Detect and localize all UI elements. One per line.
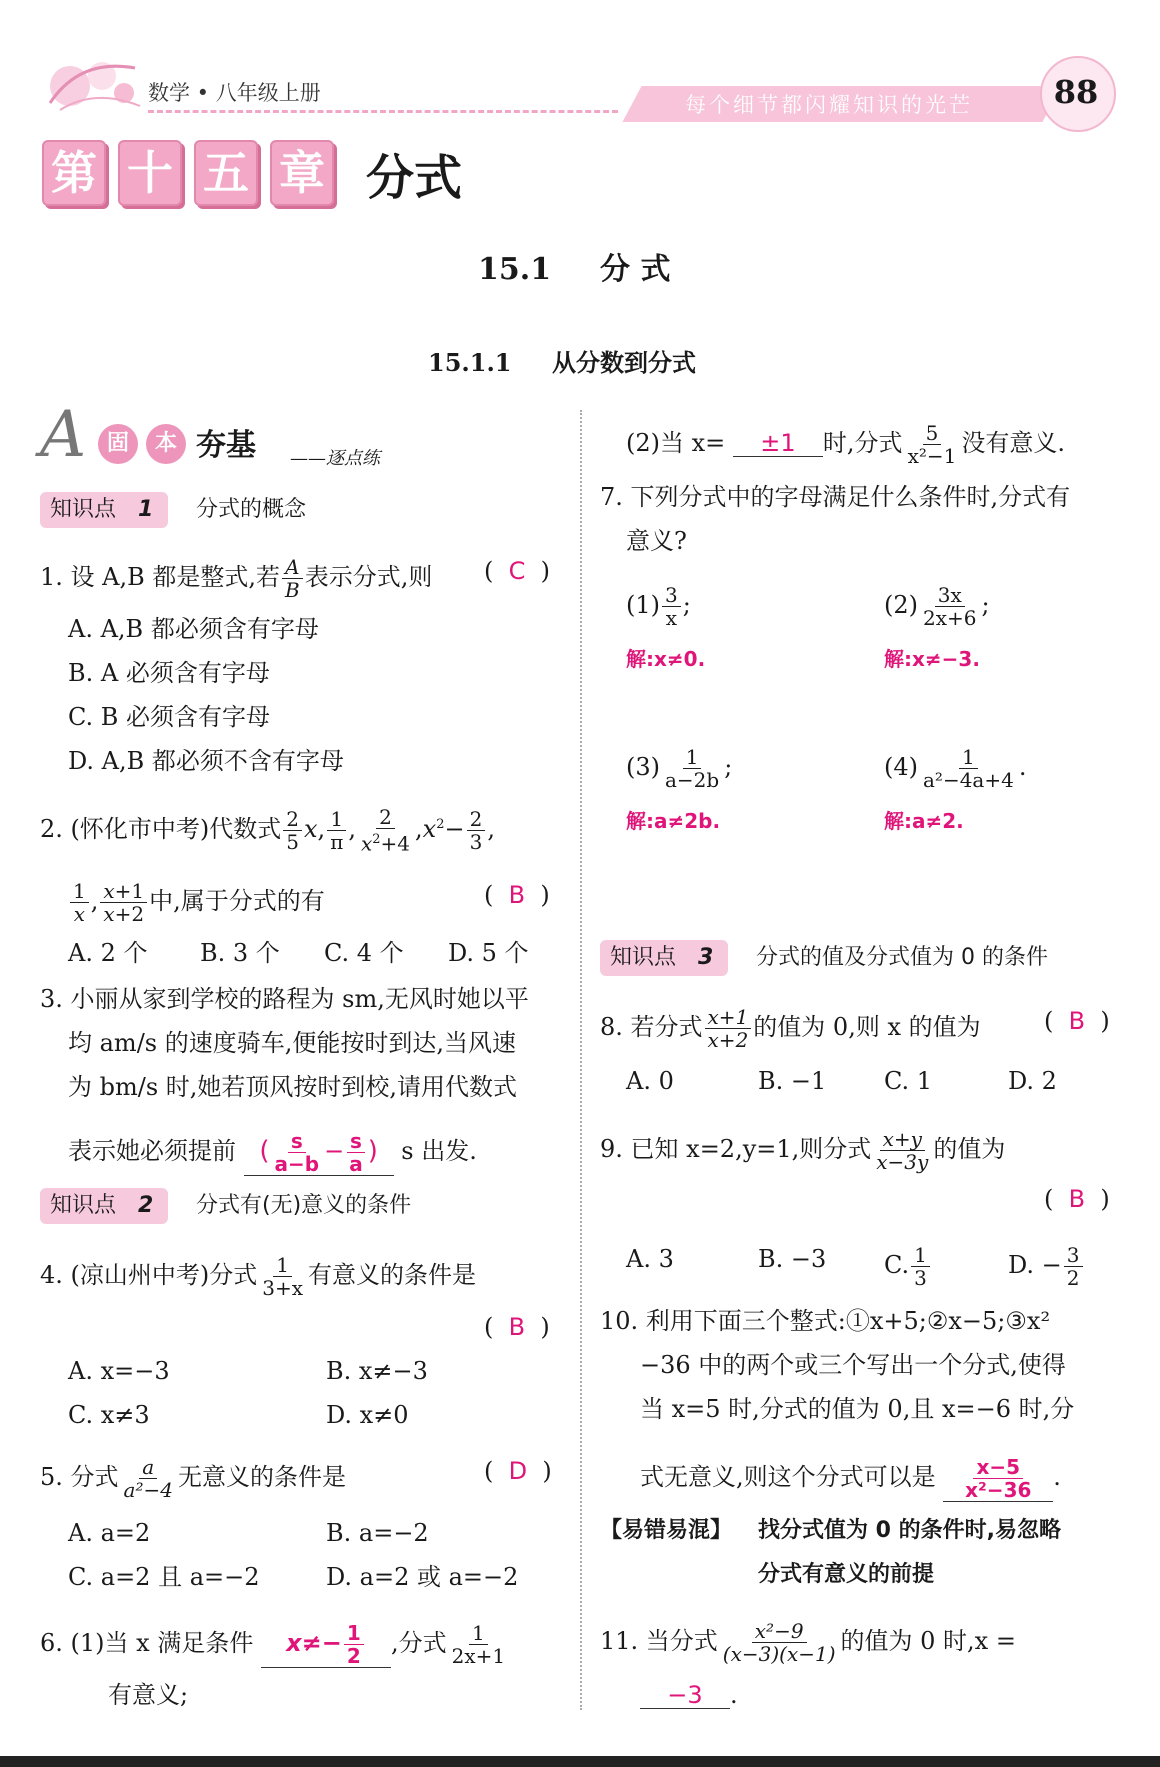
option: D. A,B 都必须不含有字母 — [68, 747, 344, 775]
banner-char: 本 — [154, 431, 177, 456]
knowledge-point-2-badge: 知识点 2 — [40, 1188, 168, 1224]
question-3-line: 3. 小丽从家到学校的路程为 sm,无风时她以平 — [40, 985, 529, 1013]
banner-char: 固 — [106, 431, 129, 456]
section-number: 15.1 — [478, 252, 552, 287]
tip-tag: 【易错易混】 — [600, 1518, 733, 1543]
option: D. x≠0 — [326, 1401, 409, 1429]
chapter-name: 分式 — [366, 150, 463, 206]
answer-bracket: ( B ) — [484, 1313, 550, 1341]
answer-bracket: ( D ) — [484, 1457, 552, 1485]
knowledge-point-1-badge: 知识点 1 — [40, 492, 168, 528]
chapter-char: 五 — [194, 140, 258, 206]
option: A. A,B 都必须含有字母 — [68, 615, 319, 643]
question-7-item: (1) $\frac{3}{x}$ ; — [626, 583, 691, 630]
question-3-line: 均 am/s 的速度骑车,便能按时到达,当风速 — [68, 1029, 516, 1057]
column-divider — [580, 410, 582, 1710]
chapter-char: 第 — [42, 140, 106, 206]
option: C. $\frac{1}{3}$ — [884, 1244, 932, 1289]
answer-bracket: ( B ) — [484, 881, 550, 909]
question-7-line: 意义? — [626, 527, 687, 555]
option: A. 3 — [626, 1245, 674, 1273]
knowledge-point-1-title: 分式的概念 — [196, 497, 307, 522]
question-2-cont: $\frac{1}{x}$ , $\frac{x+1}{x+2}$ 中,属于分式的有 — [68, 880, 325, 925]
question-10-final: 式无意义,则这个分式可以是 $\frac{x-5}{\text{x²−36}}$ . — [640, 1455, 1061, 1502]
option: C. 4 个 — [324, 939, 404, 967]
banner-suffix: ——逐点练 — [290, 448, 380, 469]
tip-line: 找分式值为 0 的条件时,易忽略 — [758, 1518, 1061, 1543]
question-6-part-1: 6. (1)当 x 满足条件 x≠− $\frac{1}{2}$ ,分式 $\frac{1}{2x+1}$ — [40, 1621, 506, 1668]
question-8: 8. 若分式 $\frac{x+1}{x+2}$ 的值为 0,则 x 的值为 — [600, 1005, 981, 1052]
question-7-line: 7. 下列分式中的字母满足什么条件时,分式有 — [600, 483, 1071, 511]
option: C. x≠3 — [68, 1401, 150, 1429]
bottom-edge — [0, 1756, 1160, 1767]
page-number: 88 — [1053, 73, 1099, 111]
question-7-item: (3) $\frac{1}{a-2b}$ ; — [626, 745, 733, 792]
question-10-line: 10. 利用下面三个整式:①x+5;②x−5;③x² — [600, 1307, 1051, 1335]
banner-letter: A — [40, 398, 87, 472]
chapter-char: 章 — [270, 140, 334, 206]
question-2: 2. (怀化市中考)代数式 $\frac{2}{5}$ x, $\frac{1}{\pi}$ , $\frac{2}{x^2+4}$ $,x^2-$ $\frac{2}{3}$ , — [40, 805, 495, 856]
question-10-line: 当 x=5 时,分式的值为 0,且 x=−6 时,分 — [640, 1395, 1075, 1423]
question-6-part-1-tail: 有意义; — [108, 1681, 189, 1709]
option: A. x=−3 — [68, 1357, 170, 1385]
answer-blank: x≠− $\frac{1}{2}$ — [261, 1622, 391, 1668]
question-10-line: −36 中的两个或三个写出一个分式,使得 — [640, 1351, 1066, 1379]
question-7-item: (2) $\frac{3x}{2x+6}$ ; — [884, 583, 990, 630]
option: D. 5 个 — [448, 939, 529, 967]
option: D. − $\frac{3}{2}$ — [1008, 1244, 1085, 1289]
answer-blank: ( $\frac{s}{a-b}$ − $\frac{s}{a}$ ) — [244, 1130, 394, 1176]
tip-line: 分式有意义的前提 — [758, 1562, 935, 1587]
floral-ornament-icon — [40, 48, 150, 123]
answer-bracket: ( B ) — [1044, 1185, 1110, 1213]
solution: 解:a≠2. — [884, 809, 964, 833]
option: D. 2 — [1008, 1067, 1057, 1095]
section-title: 分 式 — [600, 252, 671, 287]
question-1: 1. 设 A,B 都是整式,若 $\frac{A}{B}$ 表示分式,则 — [40, 555, 433, 602]
fraction: $\frac{A}{B}$ — [282, 556, 303, 601]
option: C. 1 — [884, 1067, 933, 1095]
option: C. B 必须含有字母 — [68, 703, 271, 731]
question-9: 9. 已知 x=2,y=1,则分式 $\frac{x+y}{x-3y}$ 的值为 — [600, 1127, 1006, 1174]
subsection-title: 从分数到分式 — [552, 349, 696, 377]
option: B. x≠−3 — [326, 1357, 428, 1385]
option: B. a=−2 — [326, 1519, 429, 1547]
book-label: 数学 • 八年级上册 — [148, 81, 321, 105]
question-6-part-2: (2)当 x= ±1 时,分式 $\frac{5}{\text{x²−1}}$ 没有意义. — [626, 421, 1065, 468]
question-11-answer: −3 . — [640, 1680, 738, 1710]
question-7-item: (4) $\frac{1}{\text{a²−4a+4}}$ . — [884, 745, 1027, 792]
question-4: 4. (凉山州中考)分式 $\frac{1}{3+x}$ 有意义的条件是 — [40, 1253, 477, 1300]
option: A. 0 — [626, 1067, 674, 1095]
answer-blank: −3 — [640, 1682, 730, 1709]
question-11: 11. 当分式 $\frac{\text{x²−9}}{(x-3)(x-1)}$ 的值为 0 时,x = — [600, 1619, 1016, 1666]
option: B. A 必须含有字母 — [68, 659, 270, 687]
knowledge-point-3-title: 分式的值及分式值为 0 的条件 — [756, 945, 1048, 970]
option: B. 3 个 — [200, 939, 280, 967]
answer-bracket: ( C ) — [484, 557, 551, 585]
chapter-char: 十 — [118, 140, 182, 206]
option: A. a=2 — [68, 1519, 151, 1547]
knowledge-point-3-badge: 知识点 3 — [600, 940, 728, 976]
header-motto: 每个细节都闪耀知识的光芒 — [685, 93, 973, 117]
solution: 解:x≠−3. — [884, 647, 980, 671]
question-3-line: 为 bm/s 时,她若顶风按时到校,请用代数式 — [68, 1073, 518, 1101]
header-dash-line — [148, 110, 618, 113]
solution: 解:a≠2b. — [626, 809, 721, 833]
question-5: 5. 分式 $\frac{a}{\text{a²−4}}$ 无意义的条件是 — [40, 1455, 346, 1502]
option: A. 2 个 — [68, 939, 148, 967]
subsection-number: 15.1.1 — [428, 348, 512, 377]
option: B. −1 — [758, 1067, 827, 1095]
knowledge-point-2-title: 分式有(无)意义的条件 — [196, 1193, 412, 1218]
answer-bracket: ( B ) — [1044, 1007, 1110, 1035]
solution: 解:x≠0. — [626, 647, 706, 671]
answer-blank: ±1 — [733, 430, 823, 457]
option: C. a=2 且 a=−2 — [68, 1563, 260, 1591]
option: B. −3 — [758, 1245, 827, 1273]
option: D. a=2 或 a=−2 — [326, 1563, 519, 1591]
banner-word: 夯基 — [196, 428, 256, 463]
question-3-final: 表示她必须提前 ( $\frac{s}{a-b}$ − $\frac{s}{a}$ ) s 出发. — [68, 1129, 477, 1176]
answer-blank: $\frac{x-5}{\text{x²−36}}$ — [943, 1456, 1053, 1502]
